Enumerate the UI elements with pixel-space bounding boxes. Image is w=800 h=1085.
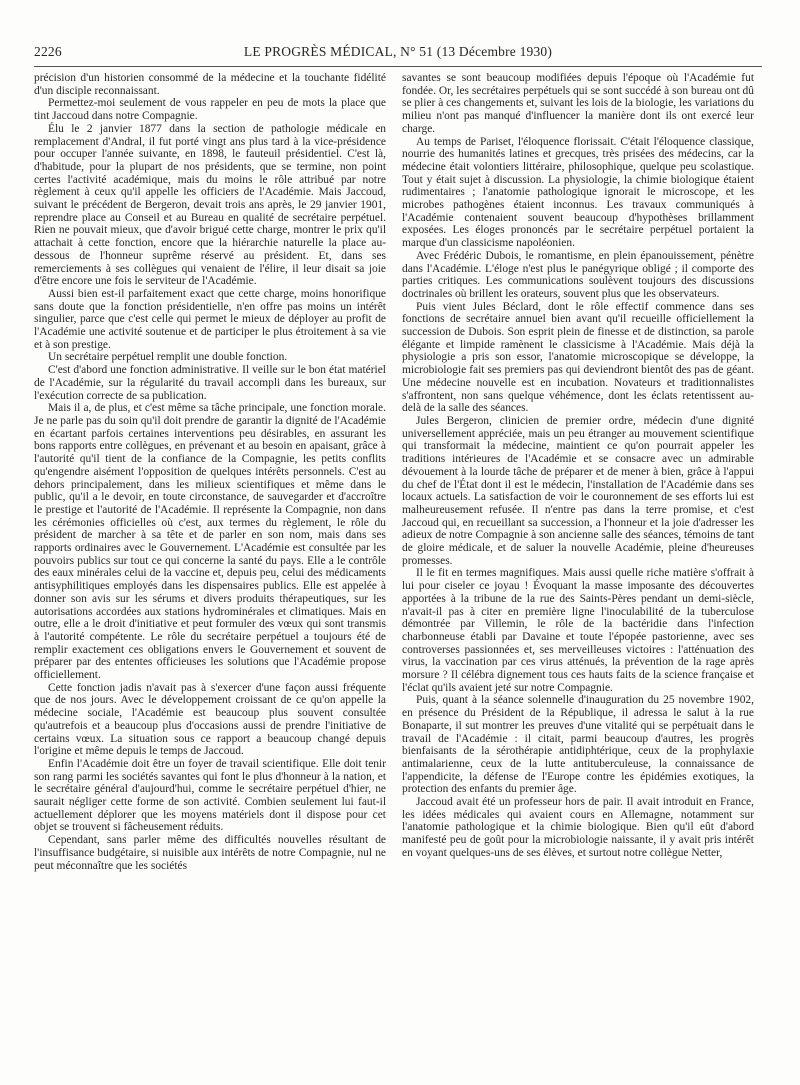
paragraph: Cependant, sans parler même des difficultés nouvelles résultant de l'insuffisance budgétaire, si nuisible aux intérêts de notre Compagnie, nul ne peut méconnaître que les sociétés — [34, 834, 386, 872]
paragraph: Au temps de Pariset, l'éloquence florissait. C'était l'éloquence classique, nourrie des humanités latines et grecques, très prisées des médecins, car la médecine était volontiers littéraire, philosophique, quelque peu scolastique. Tout y était sujet à discussion. La physiologie, la chimie biologique étaient rudimentaires ; l'anatomie pathologique ignorait le microscope, et les microbes pathogènes étaient inconnus. Les travaux communiqués à l'Académie contenaient souvent beaucoup d'hypothèses brillamment exposées. Les éloges prononcés par le secrétaire perpétuel portaient la marque d'un classicisme napoléonien. — [402, 135, 754, 250]
paragraph: Avec Frédéric Dubois, le romantisme, en plein épanouissement, pénètre dans l'Académie. L'éloge n'est plus le panégyrique obligé ; il comporte des parties critiques. Les communications soulèvent toujours des discussions doctrinales où brillent les orateurs, souvent plus que les observateurs. — [402, 249, 754, 300]
paragraph: Un secrétaire perpétuel remplit une double fonction. — [48, 351, 288, 364]
page-header — [34, 44, 762, 62]
paragraph: Mais il a, de plus, et c'est même sa tâche principale, une fonction morale. Je ne parle pas du soin qu'il doit prendre de garantir la dignité de l'Académie en écartant parfois certaines interventions peu désirables, en assurant les bons rapports entre collègues, en prévenant et au besoin en apaisant, grâce à l'autorité qu'il tient de la confiance de la Compagnie, les petits conflits qu'engendre aisément l'opposition de quelques intérêts personnels. C'est au dehors principalement, dans les milieux scientifiques et même dans le public, qu'il a le devoir, en toute circonstance, de sauvegarder et d'accroître le prestige et l'autorité de l'Académie. Il représente la Compagnie, non dans les cérémonies officielles où c'est, aux termes du règlement, le rôle du président de marcher à sa tête et de parler en son nom, mais dans ses rapports ordinaires avec le Gouvernement. L'Académie est consultée par les pouvoirs publics sur tout ce qui concerne la santé du pays. Elle a le contrôle des eaux minérales celui de la vaccine et, depuis peu, celui des médicaments antisyphilitiques employés dans les dispensaires publics. Elle est appelée à donner son avis sur les sérums et divers produits thérapeutiques, sur les autorisations accordées aux stations hydrominérales et climatiques. Mais en outre, elle a le droit d'initiative et peut formuler des vœux qui sont transmis à l'autorité compétente. Le rôle du secrétaire perpétuel a toujours été de remplir exactement ces obligations envers le Gouvernement et souvent de préparer par des ententes officieuses les solutions que l'Académie propose officiellement. — [34, 402, 386, 682]
paragraph: Jaccoud avait été un professeur hors de pair. Il avait introduit en France, les idées médicales qui avaient cours en Allemagne, notamment sur l'anatomie pathologique et la chimie biologique. Bien qu'il eût d'abord manifesté peu de goût pour la microbiologie naissante, il y avait pris intérêt en voyant quelques-uns de ses élèves, et surtout notre collègue Netter, — [402, 796, 754, 859]
paragraph: précision d'un historien consommé de la médecine et la touchante fidélité d'un disciple reconnaissant. — [34, 72, 386, 97]
paragraph: Élu le 2 janvier 1877 dans la section de pathologie médicale en remplacement d'Andral, il fut porté vingt ans plus tard à la vice-présidence pour occuper l'année suivante, en 1898, le fauteuil présidentiel. C'est là, d'habitude, pour la plupart de nos présidents, que se termine, non point certes l'activité académique, mais du moins le rôle attribué par notre règlement à ceux qu'il appelle les officiers de l'Académie. Mais Jaccoud, suivant le précédent de Bergeron, devait trois ans après, le 29 janvier 1901, reprendre place au Conseil et au Bureau en qualité de secrétaire perpétuel. Rien ne pouvait mieux, que d'avoir brigué cette charge, montrer le prix qu'il attachait à cette fonction, encore que la hiérarchie naturelle la place au-dessous de l'honneur suprême réservé au président. Et, dans ses remerciements à ses collègues qui venaient de l'élire, il leur disait sa joie d'être encore une fois le serviteur de l'Académie. — [34, 122, 386, 288]
page-number: 2226 — [34, 44, 62, 59]
paragraph: Puis, quant à la séance solennelle d'inauguration du 25 novembre 1902, en présence du Président de la République, il adressa le salut à la rue Bonaparte, il sut montrer les preuves d'une vitalité qui se perpétuait dans le travail de l'Académie : il citait, parmi beaucoup d'autres, les progrès bienfaisants de la sérothérapie antidiphtérique, ceux de la prophylaxie antimalarienne, ceux de la lutte antituberculeuse, la connaissance de l'appendicite, la défense de l'Europe contre les épidémies exotiques, la protection des enfants du premier âge. — [402, 694, 754, 796]
paragraph: Puis vient Jules Béclard, dont le rôle effectif commence dans ses fonctions de secrétaire annuel bien avant qu'il recueille officiellement la succession de Dubois. Son esprit plein de finesse et de distinction, sa parole élégante et limpide ramènent le classicisme à l'Académie. Mais déjà la physiologie a pris son essor, l'anatomie microscopique se développe, la microbiologie fait ses premiers pas qui deviendront bientôt des pas de géant. Une médecine nouvelle est en incubation. Novateurs et traditionnalistes s'affrontent, non sans quelque véhémence, dont les éclats retentissent au-delà de la salle des séances. — [402, 300, 754, 415]
paragraph: Enfin l'Académie doit être un foyer de travail scientifique. Elle doit tenir son rang parmi les sociétés savantes qui font le plus d'honneur à la nation, et le secrétaire général d'aujourd'hui, comme le secrétaire perpétuel d'hier, ne saurait négliger cette forme de son activité. Combien seulement lui faut-il actuellement déplorer que les moyens matériels dont il dispose pour cet objet se trouvent si fâcheusement réduits. — [34, 757, 386, 834]
paragraph: Aussi bien est-il parfaitement exact que cette charge, moins honorifique sans doute que la fonction présidentielle, n'en offre pas moins un intérêt singulier, parce que c'est celle qui permet le mieux de déployer au profit de l'Académie une activité soutenue et de participer le plus étroitement à sa vie et à son prestige. — [34, 287, 386, 351]
running-title: LE PROGRÈS MÉDICAL, N° 51 (13 Décembre 1930) — [243, 44, 553, 59]
header-rule — [34, 66, 762, 67]
paragraph: Jules Bergeron, clinicien de premier ordre, médecin d'une dignité universellement appréciée, mais un peu étranger au mouvement scientifique qui transformait la médecine, maintient ce qu'on pourrait appeler les traditions intérieures de l'Académie et se consacre avec un admirable dévouement à la lourde tâche de préparer et de mener à bien, grâce à l'appui du chef de l'État dont il est le médecin, l'installation de l'Académie dans ses locaux actuels. La satisfaction de voir le couronnement de ses efforts lui est malheureusement refusée. Il n'entre pas dans la terre promise, et c'est Jaccoud qui, en recueillant sa succession, a l'honneur et la joie d'adresser les adieux de notre Compagnie à son ancienne salle des séances, témoins de tant de gloire médicale, et de saluer la nouvelle Académie, pleine d'heureuses promesses. — [402, 414, 754, 567]
paragraph: Il le fit en termes magnifiques. Mais aussi quelle riche matière s'offrait à lui pour ciseler ce joyau ! Évoquant la masse imposante des découvertes apportées à la tribune de la rue des Saints-Pères pendant un demi-siècle, n'avait-il pas à citer en première ligne l'inoculabilité de la tuberculose démontrée par Villemin, le rôle de la bactéridie dans l'infection charbonneuse établi par Davaine et toute l'épopée pastorienne, avec ses controverses passionnées et, ses merveilleuses victoires : l'atténuation des virus, la vaccination par ces virus atténués, la prévention de la rage après morsure ? Il célébra dignement tous ces hauts faits de la science française et l'éclat qu'ils avaient jeté sur notre Compagnie. — [402, 567, 754, 694]
paragraph: savantes se sont beaucoup modifiées depuis l'époque où l'Académie fut fondée. Or, les secrétaires perpétuels qui se sont succédé à son bureau ont dû se plier à ces changements et, suivant les lois de la biologie, les variations du milieu n'ont pas manqué d'influencer la manière dont ils ont exercé leur charge. — [402, 72, 754, 135]
left-column — [34, 72, 386, 872]
paragraph: C'est d'abord une fonction administrative. Il veille sur le bon état matériel de l'Académie, sur la régularité du travail accompli dans les bureaux, sur l'exécution correcte de sa publication. — [34, 364, 386, 402]
right-column — [402, 72, 754, 860]
paragraph: Permettez-moi seulement de vous rappeler en peu de mots la place que tint Jaccoud dans notre Compagnie. — [34, 97, 386, 123]
paragraph: Cette fonction jadis n'avait pas à s'exercer d'une façon aussi fréquente que de nos jours. Avec le développement croissant de ce qu'on appelle la médecine sociale, l'Académie est beaucoup plus souvent consultée qu'autrefois et a beaucoup plus d'occasions aussi de prendre l'initiative de certains vœux. La situation sous ce rapport a beaucoup changé depuis l'origine et même depuis le temps de Jaccoud. — [34, 681, 386, 758]
